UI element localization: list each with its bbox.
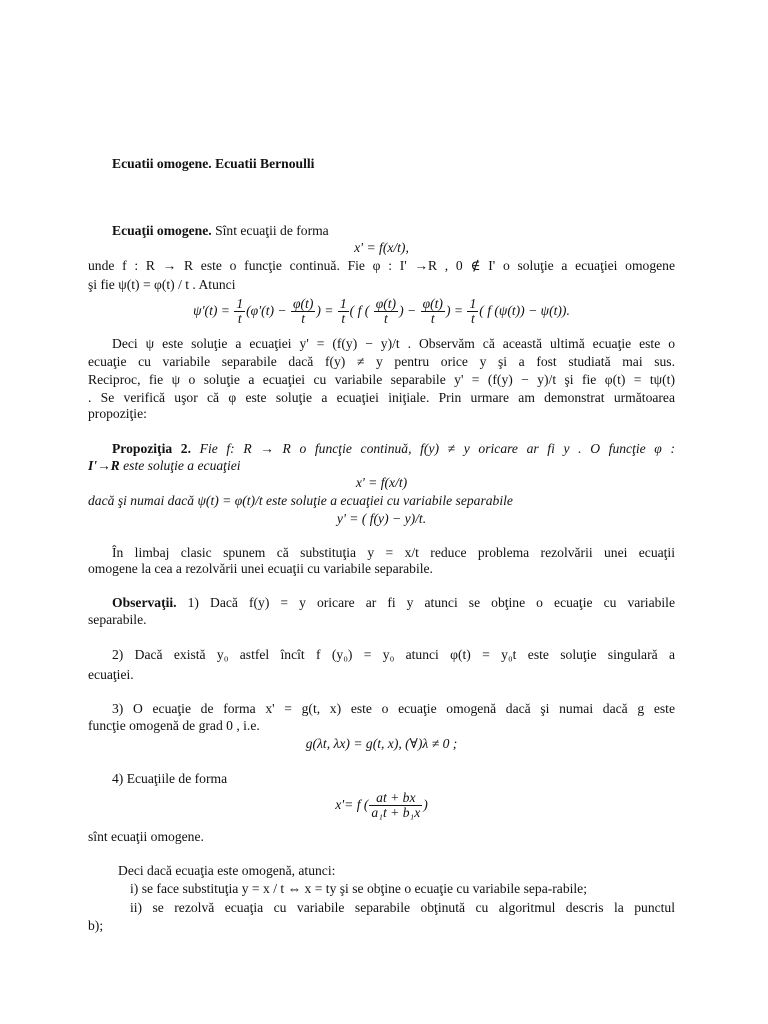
- eq-part: x'= f (: [335, 797, 369, 812]
- paragraph-line: Deci ψ este soluţie a ecuaţiei y' = (f(y) − y)/t . Observăm că această ultimă ecuaţie este o: [112, 336, 675, 351]
- proposition-text: Fie f: R → R o funcţie continuă, f(y) ≠ y oricare ar fi y . O funcţie φ :: [191, 441, 675, 456]
- equation: g(λt, λx) = g(t, x), (∀)λ ≠ 0 ;: [305, 736, 458, 751]
- equation-fraction: [88, 788, 675, 822]
- observation-line: [112, 594, 675, 611]
- fraction-denominator: t: [301, 311, 306, 327]
- observation-line: 3) O ecuaţie de forma x' = g(t, x) este o ecuaţie omogenă dacă şi numai dacă g este: [112, 701, 675, 716]
- observation-line: 4) Ecuaţiile de forma: [112, 771, 228, 786]
- fraction: [234, 297, 245, 326]
- eq-part: ): [423, 797, 428, 812]
- eq-part: ) =: [316, 303, 334, 318]
- fraction-numerator: φ(t): [293, 296, 314, 312]
- paragraph-line: În limbaj clasic spunem că substituţia y = x/t reduce problema rezolvării unei ecuaţii: [112, 545, 675, 560]
- proposition-text: este soluţie a ecuaţiei: [119, 458, 241, 473]
- fraction-denominator: t: [341, 311, 346, 327]
- eq-part: (φ′(t) −: [246, 303, 287, 318]
- equation: x' = f(x/t): [355, 475, 408, 490]
- section-intro: [112, 222, 329, 239]
- observation-line: 2) Dacă există y₀ astfel încît f (y₀) = y₀ atunci φ(t) = y₀t este soluţie singulară a: [112, 647, 675, 662]
- eq-part: ) −: [399, 303, 417, 318]
- fraction: [291, 297, 315, 326]
- equation-derivative: [88, 296, 675, 326]
- fraction-denominator: t: [384, 311, 388, 327]
- paragraph-line: ecuaţie cu variabile separabile dacă f(y) ≠ y pentru orice y şi a fost studiată mai sus.: [88, 354, 675, 369]
- fraction-numerator: 1: [339, 296, 347, 312]
- proposition-label: Propoziţia 2.: [112, 441, 191, 456]
- section-intro-text: Sînt ecuaţii de forma: [211, 223, 329, 238]
- paragraph-line: . Se verifică uşor că φ este soluţie a ecuaţiei iniţiale. Prin urmare am demonstrat următoarea: [88, 390, 675, 405]
- paragraph-line: unde f : R → R este o funcţie continuă. Fie φ : I' →R , 0 ∉ I' o soluţie a ecuaţiei omogene: [88, 258, 675, 273]
- fraction-denominator: t: [430, 311, 435, 327]
- observation-line: separabile.: [88, 612, 147, 627]
- observation-text: 1) Dacă f(y) = y oricare ar fi y atunci se obţine o ecuaţie cu variabile: [176, 595, 675, 610]
- fraction-numerator: φ(t): [375, 296, 397, 312]
- fraction: [374, 297, 398, 326]
- paragraph-line: Reciproc, fie ψ o soluţie a ecuaţiei cu variabile separabile y' = (f(y) − y)/t şi fie φ(t) = tψ(t): [88, 372, 675, 387]
- proposition-line: [112, 440, 675, 457]
- step-ii: ii) se rezolvă ecuaţia cu variabile separabile obţinută cu algoritmul descris la punctul: [130, 900, 675, 915]
- eq-part: ( f (ψ(t)) − ψ(t)).: [479, 303, 570, 318]
- fraction: [338, 297, 349, 326]
- fraction-numerator: φ(t): [422, 296, 443, 312]
- observation-line: ecuaţiei.: [88, 667, 134, 682]
- fraction: [467, 297, 478, 326]
- paragraph-line: propoziţie:: [88, 406, 147, 421]
- observations-label: Observaţii.: [112, 595, 177, 610]
- proposition-line: [88, 457, 241, 474]
- paragraph-line: Deci dacă ecuaţia este omogenă, atunci:: [118, 863, 336, 878]
- paragraph-line: omogene la cea a rezolvării unei ecuaţii cu variabile separabile.: [88, 561, 433, 576]
- eq-part: ) =: [445, 303, 464, 318]
- fraction-denominator: t: [470, 311, 475, 327]
- fraction-numerator: at + bx: [369, 791, 422, 806]
- page-title: Ecuatii omogene. Ecuatii Bernoulli: [112, 156, 315, 171]
- observation-line: funcţie omogenă de grad 0 , i.e.: [88, 718, 260, 733]
- fraction: [369, 791, 422, 820]
- section-heading: Ecuaţii omogene.: [112, 223, 212, 238]
- step-ii-end: b);: [88, 918, 104, 933]
- fraction-denominator: t: [237, 311, 242, 327]
- fraction: [421, 297, 445, 326]
- eq-part: ψ′(t) =: [193, 303, 230, 318]
- step-i: i) se face substituţia y = x / t ⇔ x = ty şi se obţine o ecuaţie cu variabile sepa-rabile;: [130, 881, 587, 896]
- proposition-line: dacă şi numai dacă ψ(t) = φ(t)/t este soluţie a ecuaţiei cu variabile separabile: [88, 493, 513, 508]
- proposition-text: I'→R: [88, 458, 120, 473]
- fraction-denominator: a₁t + b₁x: [371, 805, 421, 821]
- observation-line: sînt ecuaţii omogene.: [88, 829, 204, 844]
- fraction-numerator: 1: [236, 296, 244, 312]
- fraction-numerator: 1: [469, 296, 477, 312]
- equation-homogeneous: x' = f(x/t),: [354, 240, 409, 255]
- paragraph-line: şi fie ψ(t) = φ(t) / t . Atunci: [88, 277, 236, 292]
- equation: y' = ( f(y) − y)/t.: [336, 511, 427, 526]
- eq-part: ( f (: [349, 303, 370, 318]
